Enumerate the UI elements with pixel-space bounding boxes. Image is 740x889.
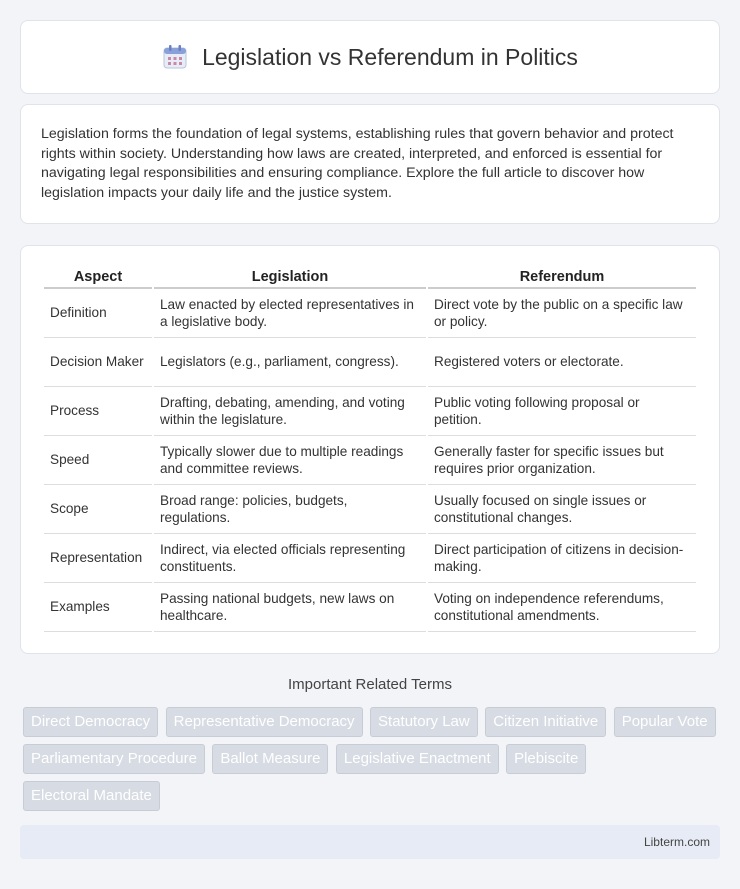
cell-legislation: Passing national budgets, new laws on healthcare. (154, 583, 426, 632)
cell-referendum: Registered voters or electorate. (428, 338, 696, 387)
tag-electoral-mandate[interactable]: Electoral Mandate (23, 781, 160, 811)
tag-direct-democracy[interactable]: Direct Democracy (23, 707, 158, 737)
related-terms-tags (23, 707, 723, 818)
footer (20, 825, 720, 859)
cell-aspect: Decision Maker (44, 338, 152, 387)
column-header-legislation: Legislation (154, 266, 426, 289)
cell-aspect: Speed (44, 436, 152, 485)
cell-legislation: Typically slower due to multiple readings and committee reviews. (154, 436, 426, 485)
comparison-table (42, 266, 698, 632)
tag-representative-democracy[interactable]: Representative Democracy (166, 707, 363, 737)
cell-referendum: Usually focused on single issues or constitutional changes. (428, 485, 696, 534)
cell-referendum: Direct participation of citizens in decision-making. (428, 534, 696, 583)
tag-ballot-measure[interactable]: Ballot Measure (212, 744, 328, 774)
tag-plebiscite[interactable]: Plebiscite (506, 744, 586, 774)
cell-referendum: Generally faster for specific issues but requires prior organization. (428, 436, 696, 485)
cell-legislation: Broad range: policies, budgets, regulations. (154, 485, 426, 534)
table-row (44, 534, 696, 583)
tag-parliamentary-procedure[interactable]: Parliamentary Procedure (23, 744, 205, 774)
cell-referendum: Voting on independence referendums, constitutional amendments. (428, 583, 696, 632)
table-row (44, 583, 696, 632)
calendar-icon (162, 44, 188, 70)
cell-aspect: Examples (44, 583, 152, 632)
intro-card (20, 104, 720, 224)
cell-legislation: Legislators (e.g., parliament, congress). (154, 338, 426, 387)
cell-aspect: Process (44, 387, 152, 436)
cell-referendum: Direct vote by the public on a specific law or policy. (428, 289, 696, 338)
cell-legislation: Drafting, debating, amending, and voting within the legislature. (154, 387, 426, 436)
cell-aspect: Scope (44, 485, 152, 534)
table-row (44, 485, 696, 534)
tag-statutory-law[interactable]: Statutory Law (370, 707, 478, 737)
tag-legislative-enactment[interactable]: Legislative Enactment (336, 744, 499, 774)
footer-site-link[interactable]: Libterm.com (643, 835, 710, 849)
column-header-aspect: Aspect (44, 266, 152, 289)
header-card (20, 20, 720, 94)
page-title: Legislation vs Referendum in Politics (202, 43, 578, 70)
tag-popular-vote[interactable]: Popular Vote (614, 707, 716, 737)
related-terms-title: Important Related Terms (288, 676, 452, 693)
intro-text: Legislation forms the foundation of legal systems, establishing rules that govern behavior and protect rights within society. Understanding how laws are created, interpreted, and enforced is essential for navigating legal responsibilities and ensuring compliance. Explore the full article to discover how legislation impacts your daily life and the justice system. (41, 126, 674, 201)
cell-aspect: Definition (44, 289, 152, 338)
column-header-referendum: Referendum (428, 266, 696, 289)
cell-legislation: Indirect, via elected officials representing constituents. (154, 534, 426, 583)
cell-referendum: Public voting following proposal or petition. (428, 387, 696, 436)
cell-aspect: Representation (44, 534, 152, 583)
tag-citizen-initiative[interactable]: Citizen Initiative (485, 707, 606, 737)
comparison-table-card (20, 245, 720, 654)
cell-legislation: Law enacted by elected representatives in a legislative body. (154, 289, 426, 338)
table-row (44, 289, 696, 338)
table-row (44, 436, 696, 485)
table-header-row (44, 266, 696, 289)
table-row (44, 338, 696, 387)
table-row (44, 387, 696, 436)
